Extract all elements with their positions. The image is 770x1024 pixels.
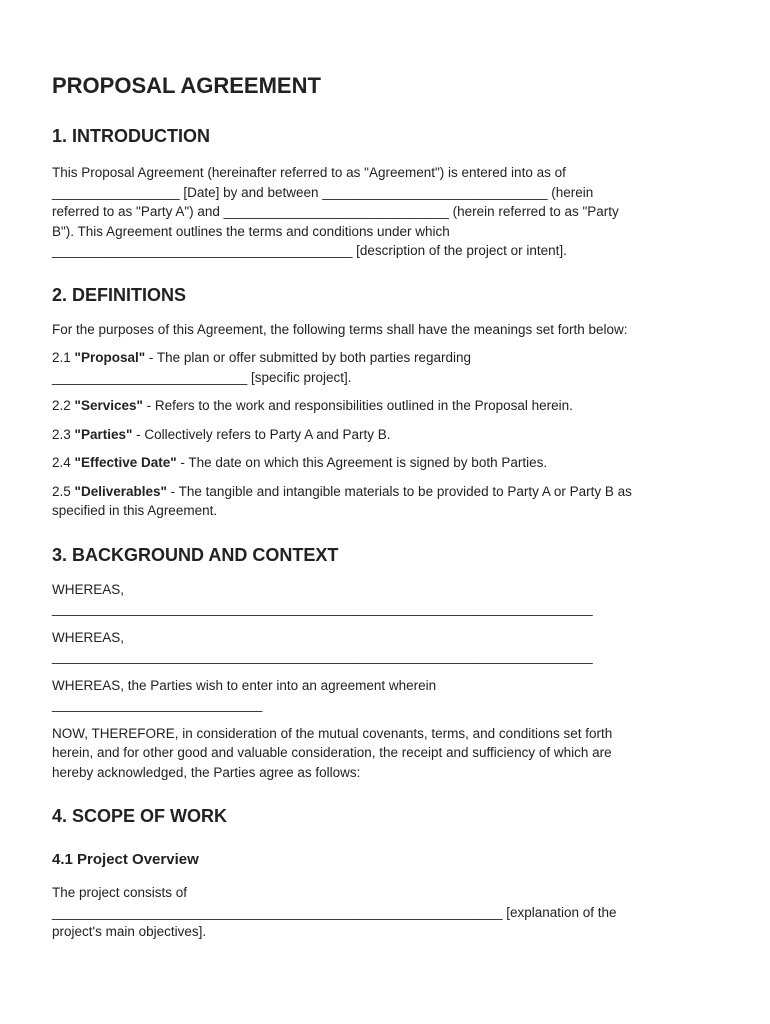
text-line: This Proposal Agreement (hereinafter referred to as "Agreement") is entered into as of — [52, 165, 566, 180]
document-title: PROPOSAL AGREEMENT — [52, 73, 321, 98]
text-line: _________________ [Date] by and between ______________________________ (herein — [52, 184, 594, 200]
definition-item — [52, 396, 718, 416]
definition-number: 2.1 — [52, 350, 71, 365]
definition-text: __________________________ [specific project]. — [52, 369, 352, 385]
definition-text: - The plan or offer submitted by both parties regarding — [145, 350, 472, 365]
section-heading: 2. DEFINITIONS — [52, 284, 187, 305]
definition-number: 2.3 — [52, 426, 71, 442]
project-overview-paragraph — [52, 883, 718, 942]
blank-line: ____________________________ — [52, 697, 263, 712]
text-line: WHEREAS, the Parties wish to enter into an agreement wherein — [52, 677, 437, 693]
section-scope — [52, 804, 718, 942]
blank-line: ________________________________________________________________________ — [52, 649, 593, 664]
definition-item — [52, 425, 718, 445]
text-line: WHEREAS, — [52, 581, 125, 597]
definition-term: "Proposal" — [74, 350, 146, 365]
text-line: referred to as "Party A") and ______________________________ (herein referred to as "Party — [52, 204, 619, 219]
definition-item — [52, 453, 718, 473]
definition-number: 2.4 — [52, 455, 71, 470]
definition-text: - Collectively refers to Party A and Party B. — [132, 426, 391, 442]
section-introduction — [52, 124, 718, 261]
whereas-clause — [52, 580, 718, 619]
text-line: B"). This Agreement outlines the terms and conditions under which — [52, 223, 450, 239]
subsection-heading: 4.1 Project Overview — [52, 851, 199, 868]
section-heading: 1. INTRODUCTION — [52, 126, 211, 146]
definition-number: 2.5 — [52, 483, 71, 499]
definition-term: "Deliverables" — [74, 483, 167, 499]
text-line: project's main objectives]. — [52, 924, 207, 939]
definition-text: - The tangible and intangible materials to be provided to Party A or Party B as — [166, 483, 632, 499]
introduction-paragraph — [52, 163, 718, 261]
definition-item — [52, 482, 718, 521]
section-definitions — [52, 283, 718, 521]
definition-text: - The date on which this Agreement is signed by both Parties. — [176, 455, 548, 470]
definition-item — [52, 348, 718, 387]
text-line: hereby acknowledged, the Parties agree as follows: — [52, 764, 361, 780]
definition-term: "Parties" — [74, 426, 133, 442]
text-line: ________________________________________ [description of the project or intent]. — [52, 243, 567, 258]
text-line: WHEREAS, — [52, 629, 125, 645]
definition-text: - Refers to the work and responsibilities outlined in the Proposal herein. — [142, 398, 573, 413]
text-line: NOW, THEREFORE, in consideration of the mutual covenants, terms, and conditions set forth — [52, 725, 613, 741]
text-line: ____________________________________________________________ [explanation of the — [52, 904, 617, 920]
text-line: herein, and for other good and valuable consideration, the receipt and sufficiency of which are — [52, 745, 612, 760]
section-heading: 3. BACKGROUND AND CONTEXT — [52, 544, 339, 565]
section-heading: 4. SCOPE OF WORK — [52, 806, 228, 826]
definition-text: specified in this Agreement. — [52, 503, 218, 518]
definition-number: 2.2 — [52, 398, 71, 413]
text-line: The project consists of — [52, 885, 188, 900]
now-therefore-clause — [52, 724, 718, 783]
definitions-lead: For the purposes of this Agreement, the following terms shall have the meanings set forth below: — [52, 321, 628, 337]
definition-term: "Effective Date" — [74, 455, 177, 470]
blank-line: ________________________________________________________________________ — [52, 601, 593, 616]
whereas-clause — [52, 628, 718, 667]
definition-term: "Services" — [74, 398, 143, 413]
section-background — [52, 543, 718, 783]
whereas-clause — [52, 676, 718, 715]
